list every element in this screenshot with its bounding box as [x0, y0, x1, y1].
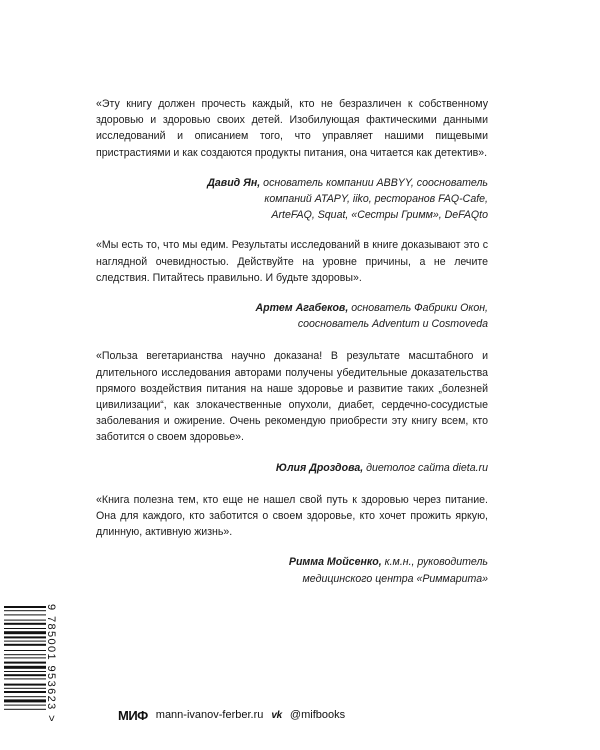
isbn-number: 9 785001 953623 > [45, 604, 57, 723]
publisher-social-handle[interactable]: @mifbooks [289, 709, 346, 721]
author-role: медицинского центра «Риммарита» [302, 572, 488, 585]
author-name: Артем Агабеков, [255, 302, 349, 315]
author-role: к.м.н., руководитель [384, 556, 488, 569]
attribution-2 [96, 300, 488, 332]
author-name: Римма Мойсенко, [288, 556, 382, 569]
isbn-barcode [4, 604, 46, 738]
attribution-3 [96, 460, 488, 476]
author-role: компаний ATAPY, iiko, ресторанов FAQ-Cafe, [264, 193, 488, 206]
barcode-graphic [4, 604, 46, 738]
publisher-logo: МИФ [118, 707, 148, 723]
author-role: ArteFAQ, Squat, «Сестры Гримм», DeFAQto [271, 209, 488, 222]
author-name: Юлия Дроздова, [275, 461, 364, 474]
publisher-footer [118, 706, 345, 724]
quote-4: «Книга полезна тем, кто еще не нашел свой путь к здоровью через питание. Она для каждого, кто заботится о своем здоровье, кто хочет прожить яркую, длинную, активную жизнь». [96, 493, 488, 539]
attribution-4 [96, 554, 488, 586]
author-role: сооснователь Adventum и Cosmoveda [297, 318, 488, 331]
author-role: диетолог сайта dieta.ru [366, 461, 488, 474]
quote-2: «Мы есть то, что мы едим. Результаты исследований в книге доказывают это с наглядной очевидностью. Действуйте на уровне причины, а не лечите следствия. Питайтесь правильно. И будьте здоровы». [96, 239, 488, 284]
back-cover-text [96, 96, 488, 587]
attribution-1 [96, 175, 488, 224]
author-role: основатель компании ABBYY, сооснователь [263, 176, 488, 189]
author-role: основатель Фабрики Окон, [351, 302, 488, 315]
author-name: Давид Ян, [207, 176, 261, 189]
quote-3: «Польза вегетарианства научно доказана! В результате масштабного и длительного исследования авторами получены убедительные доказательства прямого воздействия питания на наше здоровье и развитие таких „болезней цивилизации“, как злокачественные опухоли, диабет, сердечно-сосудистые заболевания и ожирение. Очень рекомендую приобрести эту книгу всем, кто заботится о своем здоровье». [96, 350, 488, 444]
quote-1: «Эту книгу должен прочесть каждый, кто не безразличен к собственному здоровью и здоровью своих детей. Изобилующая фактическими данными исследований и описанием того, что управляет нашими пищевыми пристрастиями и как создаются продукты питания, она читается как детектив». [96, 98, 488, 159]
publisher-website[interactable]: mann-ivanov-ferber.ru [155, 709, 264, 721]
vk-icon: vk [271, 709, 282, 721]
